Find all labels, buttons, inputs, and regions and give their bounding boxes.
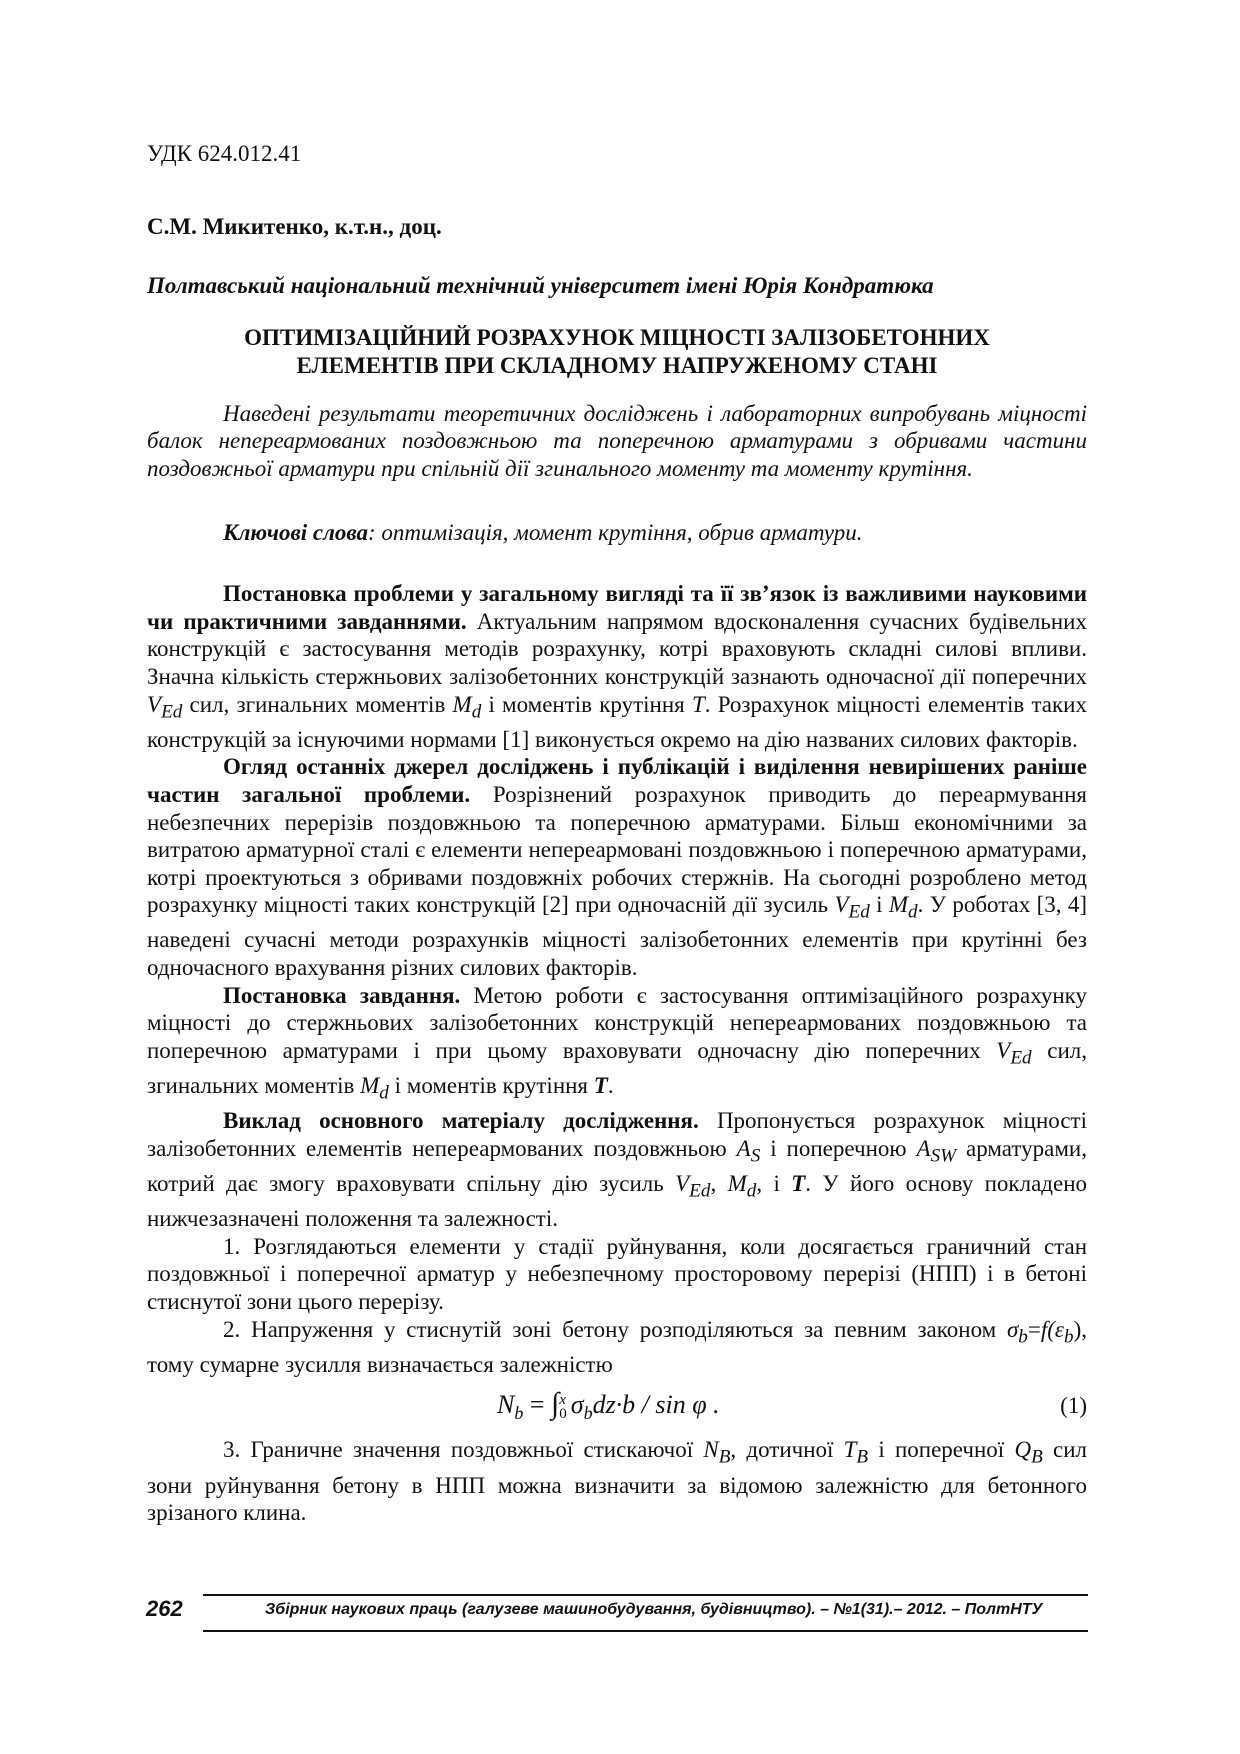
equation-expression: $N_b$ = ∫ x 0 $\sigma_bdz\cdot b / \sin \varphi$ . [497, 1387, 720, 1424]
equation-number: (1) [1060, 1393, 1087, 1419]
section-task-heading: Постановка завдання. [223, 982, 461, 1008]
equation-1 [147, 1382, 1087, 1434]
section-problem-heading: Постановка проблеми у загальному вигляді та її зв’язок із важливими науковими чи практичними завданнями. [147, 581, 1087, 634]
section-task: Постановка завдання. Метою роботи є застосування оптимізаційного розрахунку міцності до стержньових залізобетонних конструкцій непереармованих поздовжньою та поперечною арматурами і при цьому враховувати одночасну дію поперечних $V_{Ed}$ сил, згинальних моментів $M_d$ і моментів крутіння T. [147, 982, 1087, 1104]
section-main-heading: Виклад основного матеріалу дослідження. [223, 1108, 699, 1134]
list-item-3: 3. Граничне значення поздовжньої стискаючої $N_B$, дотичної $T_B$ і поперечної $Q_B$ сил зони руйнування бетону в НПП можна визначити за відомою залежністю для бетонного зрізаного клина. [147, 1437, 1087, 1526]
section-review-heading: Огляд останніх джерел досліджень і публікацій і виділення невирішених раніше частин загальної проблеми. [147, 754, 1087, 807]
section-review: Огляд останніх джерел досліджень і публікацій і виділення невирішених раніше частин загальної проблеми. Розрізнений розрахунок приводить до переармування небезпечних перерізів поздовжньою та поперечною арматурами. Більш економічними за витратою арматурної сталі є елементи непереармовані поздовжньою і поперечною арматурами, котрі проектуються з обривами поздовжніх робочих стержнів. На сьогодні розроблено метод розрахунку міцності таких конструкцій [2] при одночасній дії зусиль $V_{Ed}$ і $M_d$. У роботах [3, 4] наведені сучасні методи розрахунків міцності залізобетонних елементів при крутінні без одночасного врахування різних силових факторів. [147, 754, 1088, 981]
title-line-2: ЕЛЕМЕНТІВ ПРИ СКЛАДНОМУ НАПРУЖЕНОМУ СТАНІ [296, 352, 938, 378]
paper-title [147, 324, 1087, 380]
article [147, 140, 1087, 1527]
list-item-2: 2. Напруження у стиснутій зоні бетону розподіляються за певним законом $\sigma_b=f(\varepsilon_b)$, тому сумарне зусилля визначається залежністю [147, 1316, 1087, 1377]
title-line-1: ОПТИМІЗАЦІЙНИЙ РОЗРАХУНОК МІЦНОСТІ ЗАЛІЗОБЕТОННИХ [244, 324, 990, 350]
author: С.М. Микитенко, к.т.н., доц. [147, 213, 442, 239]
page-number: 262 [146, 1596, 183, 1621]
list-item-1: 1. Розглядаються елементи у стадії руйнування, коли досягається граничний стан поздовжньої і поперечної арматур у небезпечному просторовому перерізі (НПП) і в бетоні стиснутої зони цього перерізу. [147, 1233, 1087, 1314]
keywords-label: Ключові слова [223, 519, 369, 545]
keywords [147, 519, 1087, 547]
section-main: Виклад основного матеріалу дослідження. Пропонується розрахунок міцності залізобетонних елементів непереармованих поздовжньою $A_S$ і поперечною $A_{SW}$ арматурами, котрий дає змогу враховувати спільну дію зусиль $V_{Ed}$, $M_d$, і T. У його основу покладено нижчезазначені положення та залежності. [147, 1108, 1088, 1232]
integral-sign: ∫ [551, 1387, 560, 1421]
abstract: Наведені результати теоретичних досліджень і лабораторних випробувань міцності балок непереармованих поздовжньою та поперечною арматурами з обривами частини поздовжньої арматури при спільній дії згинального моменту та моменту крутіння. [147, 400, 1087, 481]
affiliation: Полтавський національний технічний університет імені Юрія Кондратюка [147, 273, 934, 299]
footer-rule-bottom [203, 1630, 1088, 1632]
section-problem: Постановка проблеми у загальному вигляді та її зв’язок із важливими науковими чи практичними завданнями. Актуальним напрямом вдосконалення сучасних будівельних конструкцій є застосування методів розрахунку, котрі враховують складні силові впливи. Значна кількість стержньових залізобетонних конструкцій зазнають одночасної дії поперечних $V_{Ed}$ сил, згинальних моментів $M_d$ і моментів крутіння T. Розрахунок міцності елементів таких конструкцій за існуючими нормами [1] виконується окремо на дію названих силових факторів. [147, 581, 1087, 752]
footer-rule-top [203, 1594, 1088, 1596]
udk-code: УДК 624.012.41 [147, 141, 302, 166]
body-text [147, 580, 1087, 1527]
keywords-text: : оптимізація, момент крутіння, обрив арматури. [368, 519, 863, 545]
journal-reference: Збірник наукових праць (галузеве машинобудування, будівництво). – №1(31).– 2012. – ПолтНТУ [265, 1601, 1043, 1618]
